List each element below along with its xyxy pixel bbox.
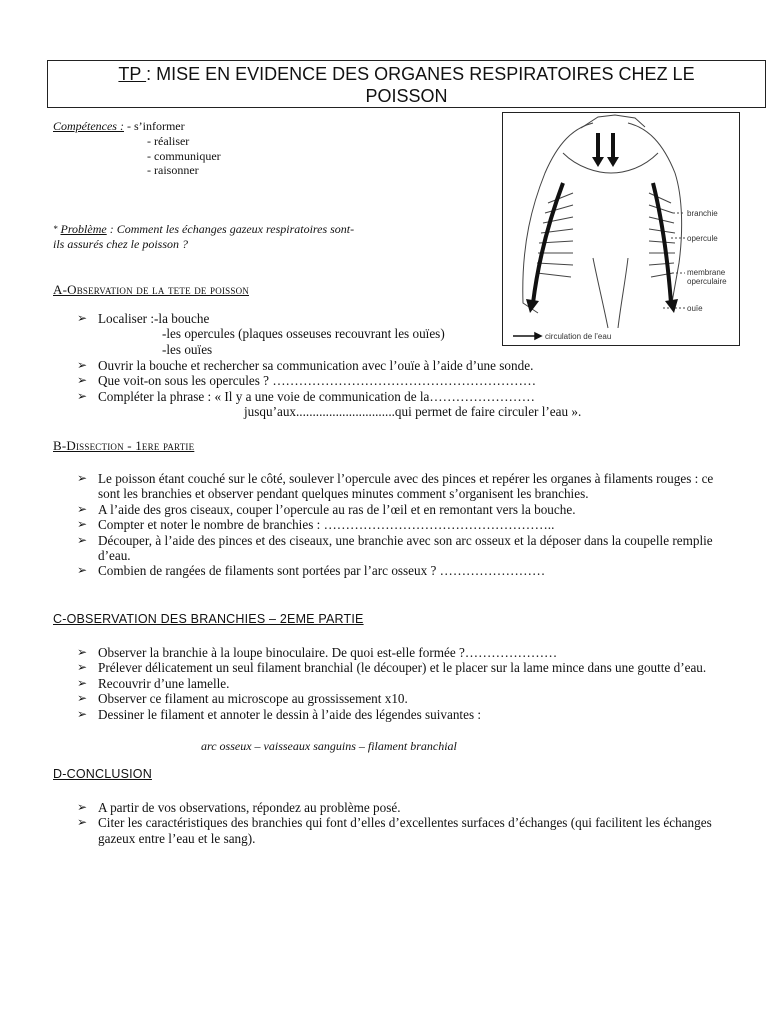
probleme-text-1: : Comment les échanges gazeux respiratoires sont- [106,222,355,236]
section-d-heading: D-CONCLUSION [53,767,152,781]
competence-item-0: - s’informer [126,119,185,133]
section-d-item-1 [53,815,733,846]
section-c-item-1 [53,660,733,675]
title-line-1 [48,63,765,85]
section-b-item-0 [53,471,733,502]
section-c-item-1-text: Prélever délicatement un seul filament branchial (le découper) et le placer sur la lame mince dans une goutte d’eau. [98,660,707,676]
bullet-arrow-icon: ➢ [77,373,88,388]
bullet-arrow-icon: ➢ [77,645,88,659]
bullet-arrow-icon: ➢ [77,388,88,403]
section-b-item-3 [53,533,733,564]
section-b-item-3-text: Découper, à l’aide des pinces et des ciseaux, une branchie avec son arc osseux et la déposer dans la coupelle remplie d’eau. [98,532,713,564]
section-b-item-2 [53,517,733,532]
section-b-item-4 [53,563,733,578]
bullet-arrow-icon: ➢ [77,517,88,532]
section-a-item-3-line-1: jusqu’aux..............................qui permet de faire circuler l’eau ». [244,404,582,420]
section-a-item-3-line-0: Compléter la phrase : « Il y a une voie de communication de la…………………… [98,388,535,404]
section-c-item-2-text: Recouvrir d’une lamelle. [98,675,230,691]
bullet-arrow-icon: ➢ [77,691,88,706]
section-a-item-0-line-2: -les ouïes [162,341,213,357]
section-b-item-0-text: Le poisson étant couché sur le côté, soulever l’opercule avec des pinces et repérer les organes à filaments rouges : ce sont les branchies et observer pendant quelques minutes comment s’organisent les branchies. [98,471,714,502]
section-c-item-3 [53,691,733,706]
title-separator: : [146,64,157,84]
bullet-arrow-icon: ➢ [77,706,88,721]
section-a-list [53,311,503,357]
section-d-item-0-text: A partir de vos observations, répondez au problème posé. [98,800,401,815]
bullet-arrow-icon: ➢ [77,660,88,675]
bullet-arrow-icon: ➢ [77,815,88,830]
title-box [47,60,766,108]
section-b-item-1-text: A l’aide des gros ciseaux, couper l’opercule au ras de l’œil et en remontant vers la bouche. [98,501,576,517]
section-c-item-0-text: Observer la branchie à la loupe binoculaire. De quoi est-elle formée ?………………… [98,645,558,660]
probleme-star: * [53,224,58,234]
figure-label-opercule: opercule [687,234,718,243]
competences-label: Compétences : [53,119,124,133]
section-d-item-0 [53,800,733,815]
section-d-item-1-text: Citer les caractéristiques des branchies qui font d’elles d’excellentes surfaces d’échanges (qui facilitent les échanges gazeux entre l’eau et le sang). [98,815,712,846]
section-c-item-0 [53,645,733,660]
figure-label-branchie: branchie [687,209,718,218]
bullet-arrow-icon: ➢ [77,800,88,814]
bullet-arrow-icon: ➢ [77,501,88,516]
title-line-2: POISSON [365,86,448,106]
bullet-arrow-icon: ➢ [77,471,88,485]
title-prefix: TP [118,64,147,84]
fish-head-drawing [503,113,739,345]
section-c-item-4-text: Dessiner le filament et annoter le dessin à l’aide des légendes suivantes : [98,706,482,722]
section-c-heading: C-OBSERVATION DES BRANCHIES – 2EME PARTIE [53,612,364,626]
section-b-item-2-text: Compter et noter le nombre de branchies : …………………………………………….. [98,517,555,533]
section-c-list [53,645,733,722]
section-a-item-2 [53,373,753,388]
section-b-list [53,471,733,579]
fish-head-figure [502,112,740,346]
section-a-item-1 [53,358,753,373]
competence-item-2: - communiquer [147,149,221,163]
section-c-item-2 [53,676,733,691]
section-b-item-4-text: Combien de rangées de filaments sont portées par l’arc osseux ? …………………… [98,563,546,579]
section-a-item-0 [53,311,503,357]
figure-label-operculaire: operculaire [687,277,727,286]
probleme-line-2: ils assurés chez le poisson ? [53,236,188,251]
section-d-list [53,800,733,846]
figure-label-circulation: circulation de l’eau [545,332,612,341]
bullet-arrow-icon: ➢ [77,675,88,690]
section-c-item-4 [53,707,733,722]
competence-item-3: - raisonner [147,163,199,177]
section-a-item-0-line-1: -les opercules (plaques osseuses recouvrant les ouïes) [162,326,445,342]
section-a-item-0-line-0: Localiser :-la bouche [98,311,210,326]
figure-label-membrane: membrane [687,268,726,277]
probleme-label: Problème [60,222,107,236]
title-main: MISE EN EVIDENCE DES ORGANES RESPIRATOIRES CHEZ LE [156,64,695,84]
section-b-item-1 [53,502,733,517]
bullet-arrow-icon: ➢ [77,311,88,325]
figure-label-ouie: ouïe [687,304,703,313]
competences-label-wrap [53,119,185,134]
section-a-list-cont [53,358,753,420]
competence-item-1: - réaliser [147,134,190,148]
bullet-arrow-icon: ➢ [77,563,88,578]
probleme [53,222,413,251]
section-b-heading: B-Dissection - 1ere partie [53,438,195,453]
bullet-arrow-icon: ➢ [77,532,88,547]
section-c-item-3-text: Observer ce filament au microscope au grossissement x10. [98,691,408,707]
section-a-heading: A-Observation de la tete de poisson [53,282,249,297]
probleme-line-1 [53,222,413,237]
section-a-item-2-line-0: Que voit-on sous les opercules ? …………………………………………………… [98,373,537,389]
section-a-item-1-line-0: Ouvrir la bouche et rechercher sa communication avec l’ouïe à l’aide d’une sonde. [98,358,534,373]
section-c-legend: arc osseux – vaisseaux sanguins – filament branchial [201,739,457,753]
section-a-item-3 [53,389,753,420]
bullet-arrow-icon: ➢ [77,358,88,372]
